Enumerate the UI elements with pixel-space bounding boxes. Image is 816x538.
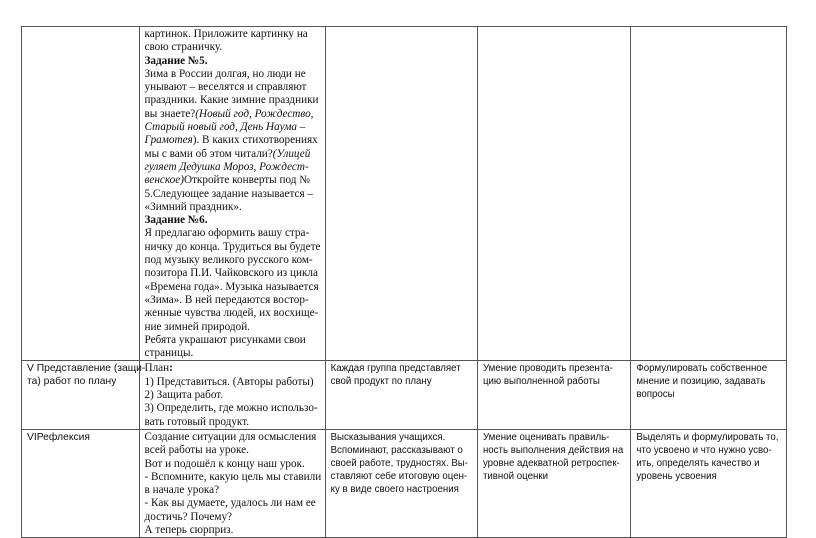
stage-label: та) работ по плану (27, 376, 117, 388)
text-line: «Зима». В ней передаются востор- (144, 293, 309, 306)
text-line: позитора П.И. Чайковского из цикла (144, 267, 318, 280)
text-line: свою страничку. (144, 41, 223, 54)
text-line: страницы. (144, 347, 194, 360)
text-line: - Как вы думаете, удалось ли нам ее (144, 497, 316, 510)
stage-cell (22, 429, 140, 537)
text-line: Умение проводить презента- (482, 363, 613, 375)
text-line: Вспоминают, рассказывают о (330, 444, 463, 456)
stage-label: V Представление (защи- (27, 363, 146, 375)
text-line: всей работы на уроке. (144, 444, 249, 457)
lesson-plan-table (21, 26, 787, 538)
task-heading: Задание №6. (144, 214, 208, 227)
text-line: 2) Защита работ. (144, 389, 224, 402)
text-line: Ребята украшают рисунками свои (144, 333, 306, 346)
text-line: уровень усвоения (636, 470, 717, 482)
text-line: Формулировать собственное (636, 363, 768, 375)
teacher-activity-cell (139, 429, 325, 537)
text-line: Высказывания учащихся. (330, 431, 446, 443)
text-line: Старый новый год, День Наума – (144, 121, 306, 134)
text-line: Создание ситуации для осмысления (144, 430, 317, 443)
text-line: «Времена года». Музыка называется (144, 280, 319, 293)
text-line: под музыку великого русского ком- (144, 254, 313, 267)
text-line: достичь? Почему? (144, 510, 233, 523)
text-line: Грамотея). В каких стихотворениях (144, 134, 318, 147)
table-row (22, 429, 787, 537)
text-line: своей работе, трудностях. Вы- (330, 457, 468, 469)
text-line: унывают – веселятся и справляют (144, 81, 307, 94)
text-line: ставляют себе итоговую оцен- (330, 470, 468, 482)
text-line: праздники. Какие зимние праздники (144, 94, 319, 107)
skills-cell (477, 361, 630, 429)
text-line: мнение и позицию, задавать (636, 376, 766, 388)
table-row (22, 27, 787, 361)
outcomes-cell (631, 361, 787, 429)
text-line: уровне адекватной ретроспек- (482, 457, 620, 469)
text-line: 3) Определить, где можно использо- (144, 402, 318, 415)
skills-cell (477, 27, 630, 361)
text-line: тивной оценки (482, 470, 548, 482)
student-activity-cell (325, 429, 477, 537)
text-line: Каждая группа представляет (330, 363, 461, 375)
skills-cell (477, 429, 630, 537)
stage-cell (22, 27, 140, 361)
text-line: картинок. Приложите картинку на (144, 28, 308, 40)
teacher-activity-cell (139, 361, 325, 429)
text-line: ничку до конца. Трудиться вы будете (144, 240, 321, 253)
text-line: 1) Представиться. (Авторы работы) (144, 375, 314, 388)
text-line: цию выполненной работы (482, 376, 600, 388)
task-heading: Задание №5. (144, 54, 208, 67)
text-line: ку в виде своего настроения (330, 483, 459, 495)
text-line: Зима в России долгая, но люди не (144, 67, 306, 80)
outcomes-cell (631, 27, 787, 361)
text-line: гуляет Дедушка Мороз, Рождест- (144, 160, 309, 173)
text-line: - Вспомните, какую цель мы ставили (144, 470, 322, 483)
text-line: свой продукт по плану (330, 376, 432, 388)
text-line: женные чувства людей, их восхище- (144, 307, 319, 320)
outcomes-cell (631, 429, 787, 537)
plan-heading: План: (144, 362, 173, 375)
teacher-activity-cell (139, 27, 325, 361)
text-line: «Зимний праздник». (144, 200, 242, 213)
text-line: Выделять и формулировать то, (636, 431, 779, 443)
text-line: вать готовый продукт. (144, 415, 250, 428)
text-line: ность выполнения действия на (482, 444, 624, 456)
stage-label: VIРефлексия (27, 431, 90, 443)
text-line: 5.Следующее задание называется – (144, 187, 314, 200)
text-line: вы знаете?(Новый год, Рождество, (144, 107, 314, 120)
text-line: вопросы (636, 389, 675, 401)
text-line: что усвоено и что нужно усво- (636, 444, 772, 456)
text-line: Умение оценивать правиль- (482, 431, 610, 443)
text-line: ние зимней природой. (144, 320, 250, 333)
text-line: Я предлагаю оформить вашу стра- (144, 227, 310, 240)
text-line: мы с вами об этом читали?(Улицей (144, 147, 311, 160)
text-line: в начале урока? (144, 484, 220, 497)
text-line: ить, определять качество и (636, 457, 760, 469)
student-activity-cell (325, 27, 477, 361)
student-activity-cell (325, 361, 477, 429)
text-line: Вот и подошёл к концу наш урок. (144, 457, 305, 470)
table-row (22, 361, 787, 429)
text-line: венское)Откройте конверты под № (144, 174, 310, 187)
stage-cell (22, 361, 146, 429)
text-line: А теперь сюрприз. (144, 523, 234, 536)
